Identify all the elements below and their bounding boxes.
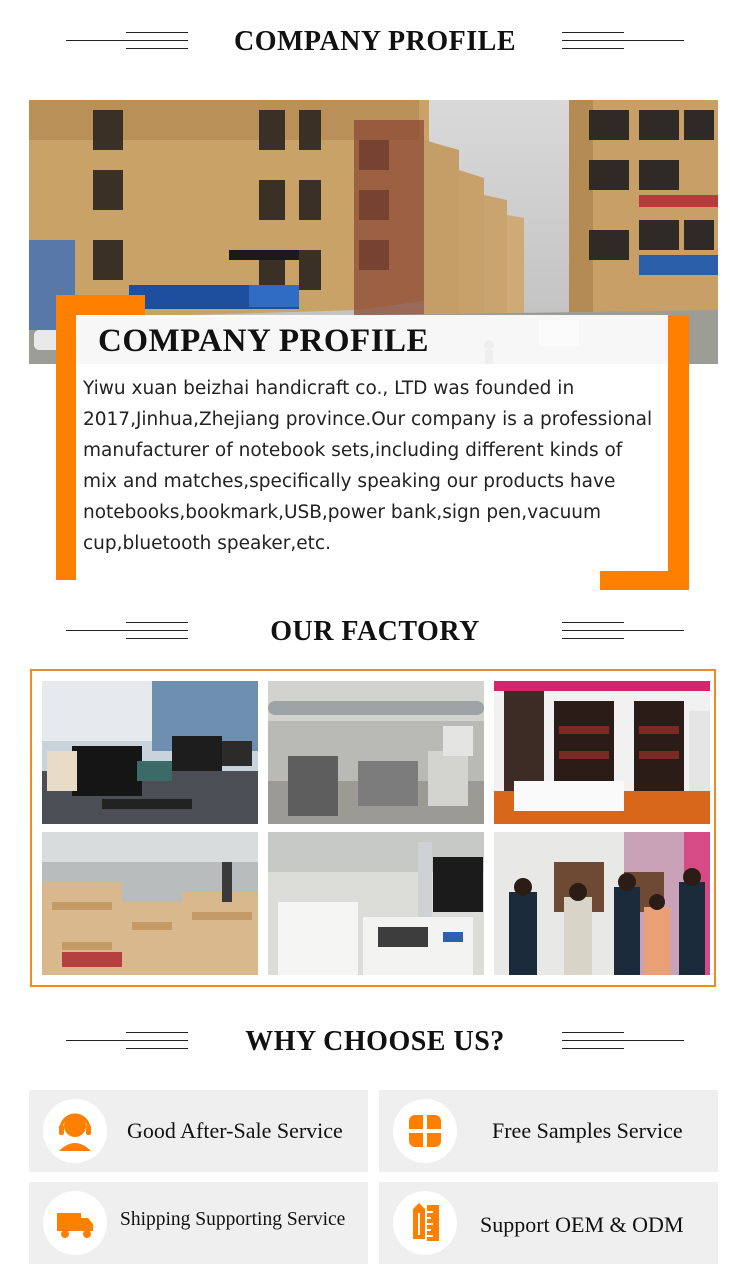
feature-card-shipping [29,1182,368,1264]
header-deco-right [562,1030,684,1052]
why-choose-us-heading: WHY CHOOSE US? [245,1026,505,1057]
why-choose-us-header [0,1022,750,1062]
feature-label: Support OEM & ODM [480,1212,684,1237]
company-profile-heading: COMPANY PROFILE [233,26,517,57]
truck-icon [43,1191,107,1255]
our-factory-header [0,612,750,652]
profile-card-description: Yiwu xuan beizhai handicraft co., LTD was founded in 2017,Jinhua,Zhejiang province.Our company is a professional manufacturer of notebook sets,including different kinds of mix and matches,specifically speaking our products have notebooks,bookmark,USB,power bank,sign pen,vacuum cup,bluetooth speaker,etc. [83,378,653,554]
feature-card-free-samples [379,1090,718,1172]
orange-bracket-left-vertical [56,295,76,580]
our-factory-heading: OUR FACTORY [270,616,480,647]
feature-card-oem-odm [379,1182,718,1264]
four-petal-icon [393,1099,457,1163]
company-profile-card [76,315,668,571]
office-photo[interactable] [42,681,258,824]
headset-agent-icon [43,1099,107,1163]
feature-label: Shipping Supporting Service [120,1209,346,1230]
showroom-shelves-photo[interactable] [494,681,710,824]
header-deco-right [562,30,684,52]
feature-label: Good After-Sale Service [127,1118,343,1143]
trade-fair-booth-photo[interactable] [494,832,710,975]
orange-bracket-left-horizontal [56,295,145,315]
orange-bracket-right-vertical [668,315,689,590]
profile-card-title: COMPANY PROFILE [98,323,430,359]
header-deco-right [562,620,684,642]
warehouse-boxes-photo[interactable] [42,832,258,975]
company-profile-header [0,22,750,62]
feature-card-after-sale [29,1090,368,1172]
feature-label: Free Samples Service [492,1118,683,1143]
workshop-machines-photo[interactable] [268,681,484,824]
laser-engraving-machine-photo[interactable] [268,832,484,975]
orange-bracket-right-horizontal [600,571,689,590]
factory-photo-grid [30,669,716,987]
pencil-ruler-icon [393,1191,457,1255]
